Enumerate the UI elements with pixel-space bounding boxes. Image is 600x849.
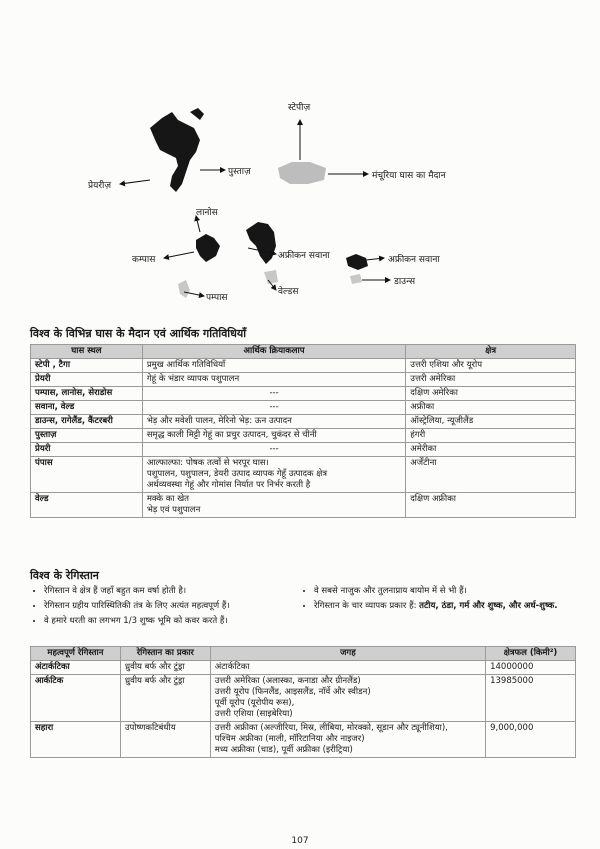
cell-place: पम्पास, लानोस, सेराडोस <box>31 387 143 401</box>
cell-desert-name: सहारा <box>31 722 121 758</box>
table-row <box>31 457 576 493</box>
table-row <box>31 675 576 722</box>
steppe-shape <box>278 162 326 184</box>
label-puszta: पुस्ताज़ <box>228 167 251 177</box>
cell-desert-area: 13985000 <box>486 675 576 722</box>
label-manchuria: मंचूरिया घास का मैदान <box>372 171 446 181</box>
activity-line: --- <box>269 388 279 398</box>
activity-line: समृद्ध काली मिट्टी गेहूं का प्रचुर उत्पादन, चुकंदर से चीनी <box>146 430 317 440</box>
table-row <box>31 493 576 518</box>
label-veld: वेल्डस <box>278 287 299 297</box>
deserts-table <box>30 646 576 758</box>
header-type: रेगिस्तान का प्रकार <box>120 647 210 661</box>
label-steppes: स्टेपीज़ <box>288 103 311 113</box>
place-line: पूर्वी यूरोप (यूरोपीय रूस), <box>214 698 295 708</box>
bullet-item: • वे सबसे नाजुक और तुलनाप्राय बायोम में से भी हैं। <box>314 584 586 599</box>
header-desert: महत्वपूर्ण रेगिस्तान <box>31 647 121 661</box>
cell-place: प्रेयरी <box>31 373 143 387</box>
cell-place: वेल्ड <box>31 493 143 518</box>
table-row <box>31 443 576 457</box>
place-line: उत्तरी अमेरिका (अलास्का, कनाडा और ग्रीनलैंड) <box>214 676 361 686</box>
cell-region: दक्षिण अमेरिका <box>406 387 576 401</box>
cell-desert-type: ध्रुवीय बर्फ और टुंड्रा <box>120 675 210 722</box>
cell-region: उत्तरी एशिया और यूरोप <box>406 359 576 373</box>
table-row <box>31 415 576 429</box>
desert-bullets-right <box>302 584 586 614</box>
activity-line: पशुपालन, पशुपालन, डेयरी उत्पाद व्यापक गेहूँ उत्पादक क्षेत्र <box>146 469 328 479</box>
cell-desert-name: अंटार्कटिका <box>31 661 121 675</box>
cell-desert-type: उपोष्णकटिबंधीय <box>120 722 210 758</box>
place-line: पश्चिम अफ्रीका (माली, मॉरिटानिया और नाइजर) <box>214 734 365 744</box>
activity-line: --- <box>269 444 279 454</box>
cell-activity <box>142 387 405 401</box>
table-row <box>31 373 576 387</box>
cell-activity <box>142 415 405 429</box>
africa-shape <box>246 222 276 264</box>
label-prairies: प्रेयरीज़ <box>88 181 112 191</box>
grasslands-table <box>30 344 576 518</box>
cell-desert-type: ध्रुवीय बर्फ और टुंड्रा <box>120 661 210 675</box>
bullet-item <box>314 599 586 614</box>
activity-line: गेहूं के भंडार व्यापक पशुपालन <box>146 374 240 384</box>
bullet-item: • रेगिस्तान ग्रहीय पारिस्थितिकी तंत्र के लिए अत्यंत महत्वपूर्ण हैं। <box>44 599 306 614</box>
cell-place: डाउन्स, रागेलैंड, कैंटरबरी <box>31 415 143 429</box>
bullet-item: • रेगिस्तान वे क्षेत्र हैं जहाँ बहुत कम वर्षा होती है। <box>44 584 306 599</box>
desert-bullets-left <box>32 584 306 629</box>
place-line: मध्य अफ्रीका (चाड), पूर्वी अफ्रीका (इरीट्रिया) <box>214 745 353 755</box>
header-location: जगह <box>210 647 485 661</box>
header-place: घास स्थल <box>31 345 143 359</box>
cell-region: अमेरीका <box>406 443 576 457</box>
south-america-shape <box>196 234 220 262</box>
activity-line: --- <box>269 402 279 412</box>
bullet-item: • वे हमारे धरती का लगभग 1/3 शुष्क भूमि को कवर करते हैं। <box>44 614 306 629</box>
activity-line: प्रमुख आर्थिक गतिविधियाँ <box>146 360 226 370</box>
bullet-prefix: रेगिस्तान के चार व्यापक प्रकार हैं: <box>314 601 417 611</box>
australia-shape <box>346 254 368 270</box>
label-downs: डाउन्स <box>394 277 416 287</box>
header-activity: आर्थिक क्रियाकलाप <box>142 345 405 359</box>
cell-place: सवाना, वेल्ड <box>31 401 143 415</box>
cell-region: ऑस्ट्रेलिया, न्यूजीलैंड <box>406 415 576 429</box>
cell-activity <box>142 429 405 443</box>
grassland-map-graphic <box>0 0 600 310</box>
cell-desert-name: आर्कटिक <box>31 675 121 722</box>
cell-desert-area: 14000000 <box>486 661 576 675</box>
header-area: क्षेत्रफल (किमी²) <box>486 647 576 661</box>
label-pampas: पम्पास <box>206 293 228 303</box>
table-row <box>31 661 576 675</box>
page-number: 107 <box>291 836 309 846</box>
table-header-row <box>31 345 576 359</box>
activity-line: आल्फाल्फा: पोषक तत्वों से भरपूर घास। <box>146 458 269 468</box>
label-african-savanna-2: अफ्रीकन सवाना <box>388 255 440 265</box>
activity-line: अर्थव्यवस्था गेहूं और गोमांस निर्यात पर निर्भर करती है <box>146 480 311 490</box>
deserts-title: विश्व के रेगिस्तान <box>30 569 99 582</box>
grasslands-title: विश्व के विभिन्न घास के मैदान एवं आर्थिक गतिविधियाँ <box>30 327 247 340</box>
cell-desert-place <box>210 675 485 722</box>
cell-desert-area: 9,000,000 <box>486 722 576 758</box>
cell-place: प्रेयरी <box>31 443 143 457</box>
place-line: उत्तरी अफ्रीका (अल्जीरिया, मिस्र, लीबिया, मोरक्को, सूडान और ट्यूनीशिया), <box>214 723 448 733</box>
cell-region: अर्जेंटीना <box>406 457 576 493</box>
cell-activity <box>142 359 405 373</box>
cell-region: हंगरी <box>406 429 576 443</box>
cell-region: अफ्रीका <box>406 401 576 415</box>
activity-line: मक्के का खेत <box>146 494 189 504</box>
cell-activity <box>142 457 405 493</box>
place-line: अंटार्कटिका <box>214 662 250 672</box>
label-campos: कम्पास <box>132 255 156 265</box>
cell-activity <box>142 443 405 457</box>
activity-line: भेड़ और मवेशी पालन, मेरिनो भेड़: ऊन उत्पादन <box>146 416 292 426</box>
cell-place: पुस्ताज़ <box>31 429 143 443</box>
cell-desert-place <box>210 722 485 758</box>
table-row <box>31 722 576 758</box>
label-llanos: लानोस <box>196 208 218 218</box>
cell-activity <box>142 401 405 415</box>
cell-place: पंपास <box>31 457 143 493</box>
place-line: उत्तरी एशिया (साइबेरिया) <box>214 709 293 719</box>
table-row <box>31 387 576 401</box>
grassland-map <box>0 0 600 310</box>
table-row <box>31 359 576 373</box>
label-african-savanna-1: अफ्रीकन सवाना <box>278 251 330 261</box>
place-line: उत्तरी यूरोप (फिनलैंड, आइसलैंड, नॉर्वे और स्वीडन) <box>214 687 371 697</box>
table-row <box>31 401 576 415</box>
cell-region: दक्षिण अफ्रीका <box>406 493 576 518</box>
cell-desert-place <box>210 661 485 675</box>
cell-place: स्टेपी , टैगा <box>31 359 143 373</box>
north-america-shape <box>150 112 200 192</box>
cell-activity <box>142 493 405 518</box>
table-row <box>31 429 576 443</box>
header-region: क्षेत्र <box>406 345 576 359</box>
cell-region: उत्तरी अमेरिका <box>406 373 576 387</box>
bullet-bold-types: तटीय, ठंडा, गर्म और शुष्क, और अर्ध-शुष्क. <box>419 601 558 611</box>
table-header-row <box>31 647 576 661</box>
activity-line: भेड़ एवं पशुपालन <box>146 505 201 515</box>
cell-activity <box>142 373 405 387</box>
